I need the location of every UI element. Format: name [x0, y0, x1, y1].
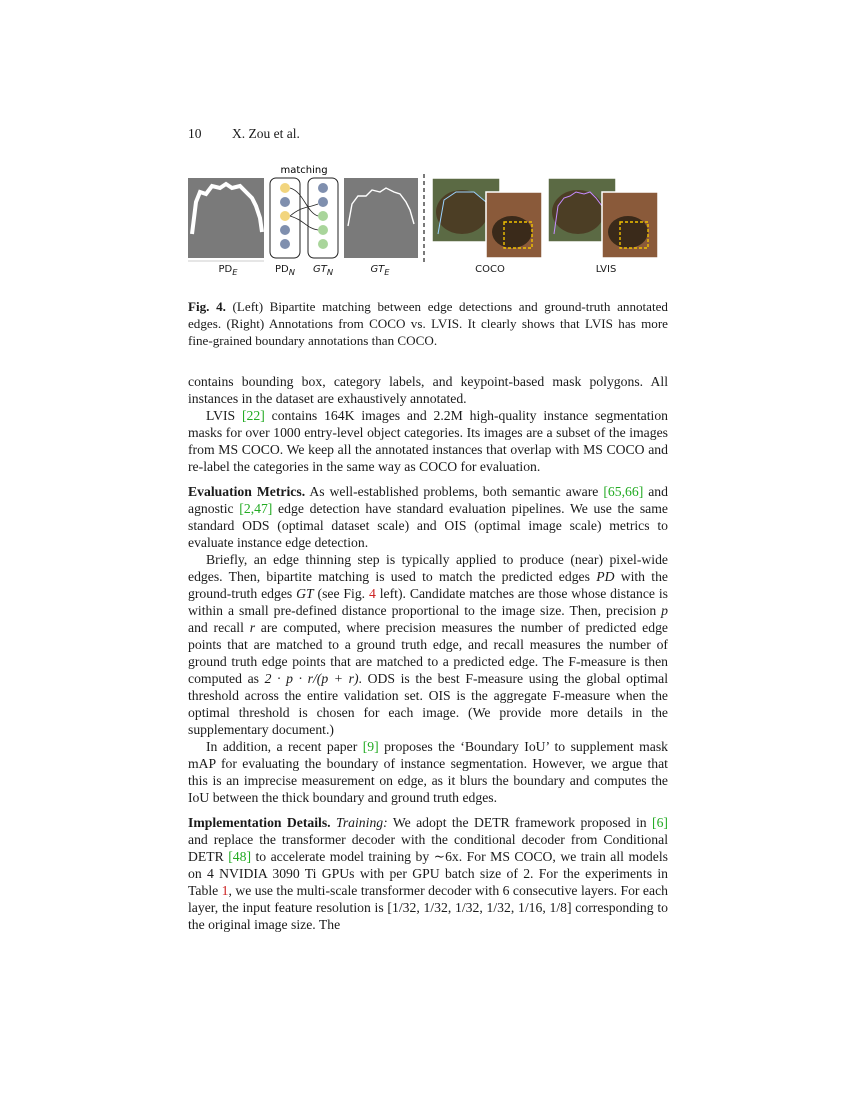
gt-n-node: [318, 197, 328, 207]
section-heading: Evaluation Metrics.: [188, 484, 306, 499]
pd-e-panel: [188, 178, 264, 261]
coco-crop-animal: [492, 216, 532, 248]
lvis-example: [548, 178, 658, 258]
citation-link[interactable]: [6]: [652, 815, 668, 830]
pd-n-node: [280, 239, 290, 249]
label-lvis: LVIS: [595, 264, 617, 275]
citation-link[interactable]: [65,66]: [603, 484, 644, 499]
running-authors: X. Zou et al.: [232, 126, 300, 141]
paragraph: Implementation Details. Training: We adopt the DETR framework proposed in [6] and replace the transformer decoder with the conditional decoder from Conditional DETR [48] to accelerate model training by ∼6x. For MS COCO, we train all models on 4 NVIDIA 3090 Ti GPUs with per GPU batch size of 2. For the experiments in Table 1, we use the multi-scale transformer decoder with 6 consecutive layers. For each layer, the input feature resolution is [1/32, 1/32, 1/32, 1/32, 1/16, 1/8] corresponding to the original image size. The: [188, 815, 668, 932]
gt-n-node: [318, 239, 328, 249]
label-pd-n: $PD_N$: [275, 264, 295, 277]
label-pd-e: $PD_E$: [218, 264, 238, 277]
caption-text: (Left) Bipartite matching between edge detections and ground-truth annotated edges. (Right) Annotations from COCO vs. LVIS. It clearly shows that LVIS has more fine-grained boundary annotations than COCO.: [188, 299, 668, 348]
gt-e-panel: [344, 178, 418, 258]
citation-link[interactable]: [48]: [228, 849, 252, 864]
label-gt-n: $GT_N$: [312, 264, 334, 277]
citation-link[interactable]: [9]: [362, 739, 379, 754]
citation-link[interactable]: [2,47]: [239, 501, 273, 516]
section-heading: Implementation Details.: [188, 815, 331, 830]
pd-n-node: [280, 197, 290, 207]
paragraph: contains bounding box, category labels, and keypoint-based mask polygons. All instances in the dataset are exhaustively annotated.: [188, 374, 668, 406]
label-coco: COCO: [475, 264, 505, 275]
gt-e-background: [344, 178, 418, 258]
coco-example: [432, 178, 542, 258]
figure-caption: [188, 298, 668, 349]
figure-ref-link[interactable]: 4: [369, 586, 376, 601]
figure-graphic: [186, 162, 670, 280]
pd-n-node: [280, 225, 290, 235]
pd-n-node: [280, 183, 290, 193]
paragraph: In addition, a recent paper [9] proposes the ‘Boundary IoU’ to supplement mask mAP for evaluating the boundary of instance segmentation. However, we argue that this is an imprecise measurement on edge, as it blurs the boundary and computes the IoU between the thick boundary and ground truth edges.: [188, 739, 668, 805]
page-number: 10: [188, 126, 202, 141]
caption-label: Fig. 4.: [188, 299, 226, 314]
formula: 2 · p · r/(p + r): [264, 671, 359, 686]
pd-n-node: [280, 211, 290, 221]
lvis-animal: [552, 190, 604, 234]
page-header: [188, 126, 300, 142]
gt-n-node: [318, 183, 328, 193]
label-gt-e: $GT_E$: [370, 264, 390, 277]
figure-4: [186, 162, 670, 280]
paragraph: LVIS [22] contains 164K images and 2.2M high-quality instance segmentation masks for over 1000 entry-level object categories. Its images are a subset of the images from MS COCO. We keep all the annotated instances that overlap with MS COCO and re-label the categories in the same way as COCO for evaluation.: [188, 408, 669, 474]
paragraph: Briefly, an edge thinning step is typically applied to produce (near) pixel-wide edges. Then, bipartite matching is used to match the predicted edges PD with the ground-truth edges GT (see Fig. 4 left). Candidate matches are those whose distance is within a small pre-defined distance proportional to the image size. Then, precision p and recall r are computed, where precision measures the number of predicted edge points that are matched to a ground truth edge, and recall measures the number of ground truth edge points that are matched to a predicted edge. The F-measure is then computed as 2 · p · r/(p + r). ODS is the best F-measure using the global optimal threshold across the entire validation set. OIS is the aggregate F-measure when the optimal threshold is chosen for each image. (We provide more details in the supplementary document.): [188, 552, 669, 737]
gt-n-node: [318, 211, 328, 221]
table-ref-link[interactable]: 1: [221, 883, 229, 898]
paragraph: Evaluation Metrics. As well-established problems, both semantic aware [65,66] and agnostic [2,47] edge detection have standard evaluation pipelines. We use the same standard ODS (optimal dataset scale) and OIS (optimal image scale) metrics to evaluate instance edge detection.: [188, 484, 668, 550]
citation-link[interactable]: [22]: [242, 408, 265, 423]
matching-label: matching: [280, 165, 328, 176]
gt-n-node: [318, 225, 328, 235]
lvis-crop-animal: [608, 216, 648, 248]
gt-n-node-group: [308, 178, 338, 258]
body-text: [188, 373, 668, 933]
